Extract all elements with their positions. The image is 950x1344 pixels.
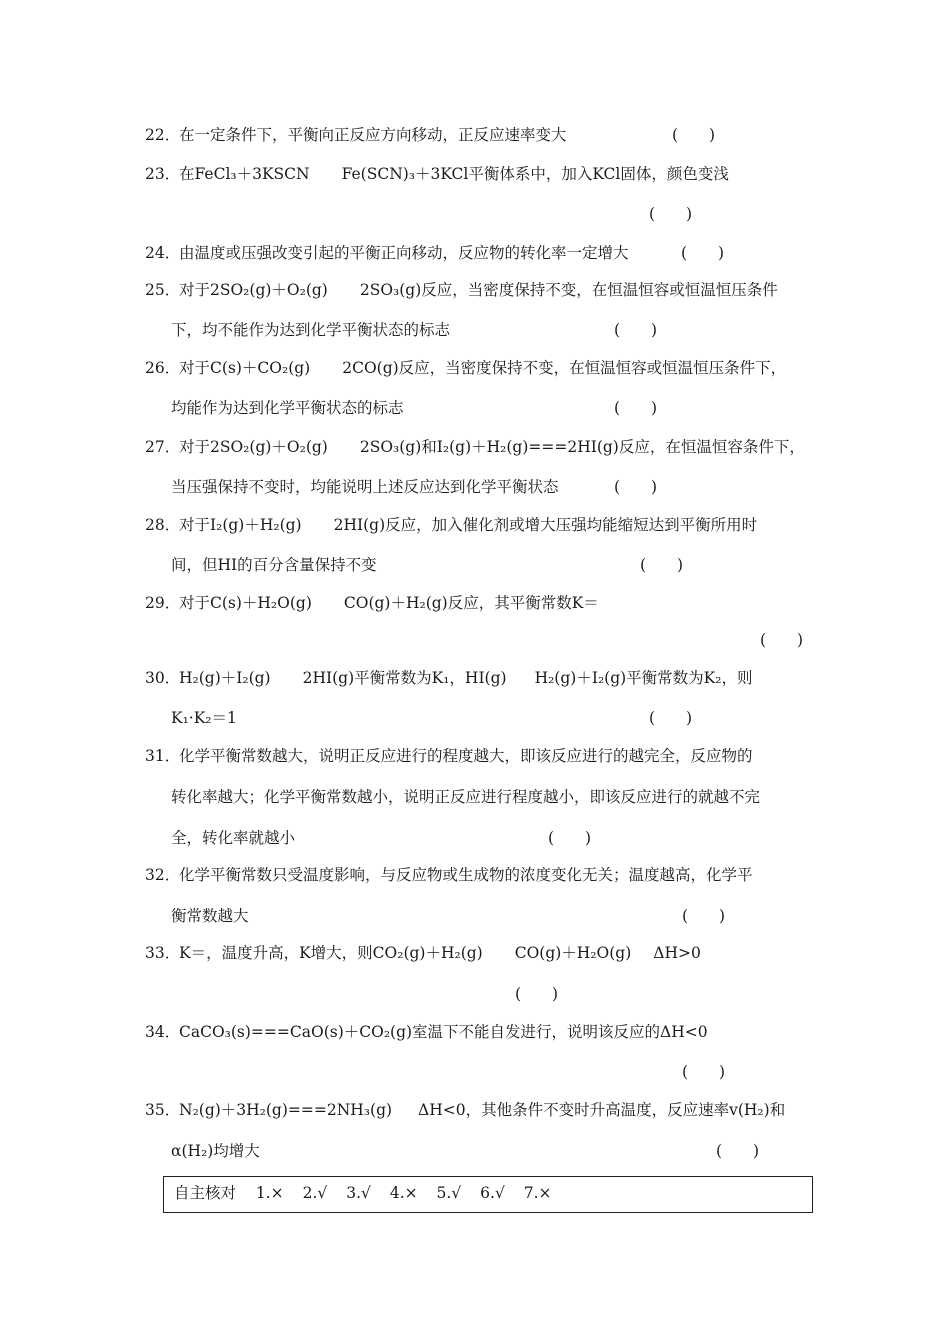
self-check-label: 自主核对 bbox=[174, 1184, 237, 1202]
question-26: 26．对于C(s)＋CO₂(g) 2CO(g)反应，当密度保持不变，在恒温恒容或恒温恒压条件下， bbox=[145, 359, 787, 377]
question-22: 22．在一定条件下，平衡向正反应方向移动，正反应速率变大 bbox=[145, 126, 567, 144]
self-check-answer: 7.× bbox=[523, 1184, 552, 1202]
question-31-line2: 转化率越大；化学平衡常数越小，说明正反应进行程度越小，即该反应进行的就越不完 bbox=[171, 788, 761, 806]
question-31-line3: 全，转化率就越小 bbox=[171, 829, 296, 847]
answer-paren-27: ( ) bbox=[614, 478, 658, 496]
answer-paren-30: ( ) bbox=[649, 709, 693, 727]
self-check-box bbox=[163, 1176, 813, 1213]
question-35: 35．N₂(g)＋3H₂(g)===2NH₃(g) ΔH<0，其他条件不变时升高温度，反应速率v(H₂)和 bbox=[145, 1101, 786, 1119]
question-27: 27．对于2SO₂(g)＋O₂(g) 2SO₃(g)和I₂(g)＋H₂(g)===2HI(g)反应，在恒温恒容条件下， bbox=[145, 438, 805, 456]
question-32: 32．化学平衡常数只受温度影响，与反应物或生成物的浓度变化无关；温度越高，化学平 bbox=[145, 866, 753, 884]
question-28: 28．对于I₂(g)＋H₂(g) 2HI(g)反应，加入催化剂或增大压强均能缩短达到平衡所用时 bbox=[145, 516, 758, 534]
self-check-content bbox=[174, 1183, 552, 1203]
question-34: 34．CaCO₃(s)===CaO(s)＋CO₂(g)室温下不能自发进行，说明该反应的ΔH<0 bbox=[145, 1023, 708, 1041]
answer-paren-31: ( ) bbox=[548, 829, 592, 847]
answer-paren-34: ( ) bbox=[682, 1063, 726, 1081]
answer-paren-28: ( ) bbox=[640, 556, 684, 574]
question-28-line2: 间，但HI的百分含量保持不变 bbox=[171, 556, 377, 574]
question-25-line2: 下，均不能作为达到化学平衡状态的标志 bbox=[171, 321, 451, 339]
question-33: 33．K＝，温度升高，K增大，则CO₂(g)＋H₂(g) CO(g)＋H₂O(g) ΔH>0 bbox=[145, 944, 701, 962]
answer-paren-33: ( ) bbox=[515, 985, 559, 1003]
self-check-answer: 4.× bbox=[389, 1184, 418, 1202]
answer-paren-29: ( ) bbox=[760, 631, 804, 649]
question-25: 25．对于2SO₂(g)＋O₂(g) 2SO₃(g)反应，当密度保持不变，在恒温恒容或恒温恒压条件 bbox=[145, 281, 778, 299]
answer-paren-22: ( ) bbox=[672, 126, 716, 144]
question-26-line2: 均能作为达到化学平衡状态的标志 bbox=[171, 399, 404, 417]
answer-paren-25: ( ) bbox=[614, 321, 658, 339]
question-31: 31．化学平衡常数越大，说明正反应进行的程度越大，即该反应进行的越完全，反应物的 bbox=[145, 747, 753, 765]
question-35-line2: α(H₂)均增大 bbox=[171, 1142, 260, 1160]
answer-paren-26: ( ) bbox=[614, 399, 658, 417]
answer-paren-35: ( ) bbox=[716, 1142, 760, 1160]
question-29: 29．对于C(s)＋H₂O(g) CO(g)＋H₂(g)反应，其平衡常数K＝ bbox=[145, 594, 599, 612]
self-check-answer: 1.× bbox=[255, 1184, 284, 1202]
self-check-answer: 6.√ bbox=[480, 1184, 505, 1202]
question-27-line2: 当压强保持不变时，均能说明上述反应达到化学平衡状态 bbox=[171, 478, 559, 496]
question-24: 24．由温度或压强改变引起的平衡正向移动，反应物的转化率一定增大 bbox=[145, 244, 629, 262]
answer-paren-32: ( ) bbox=[682, 907, 726, 925]
self-check-answer: 2.√ bbox=[302, 1184, 328, 1202]
question-23: 23．在FeCl₃＋3KSCN Fe(SCN)₃＋3KCl平衡体系中，加入KCl固体，颜色变浅 bbox=[145, 165, 729, 183]
question-32-line2: 衡常数越大 bbox=[171, 907, 249, 925]
answer-paren-24: ( ) bbox=[681, 244, 725, 262]
self-check-answer: 3.√ bbox=[346, 1184, 371, 1202]
question-30: 30．H₂(g)＋I₂(g) 2HI(g)平衡常数为K₁，HI(g) H₂(g)＋I₂(g)平衡常数为K₂，则 bbox=[145, 669, 753, 687]
self-check-answer: 5.√ bbox=[436, 1184, 462, 1202]
answer-paren-23: ( ) bbox=[649, 205, 693, 223]
question-30-line2: K₁·K₂＝1 bbox=[171, 709, 237, 727]
